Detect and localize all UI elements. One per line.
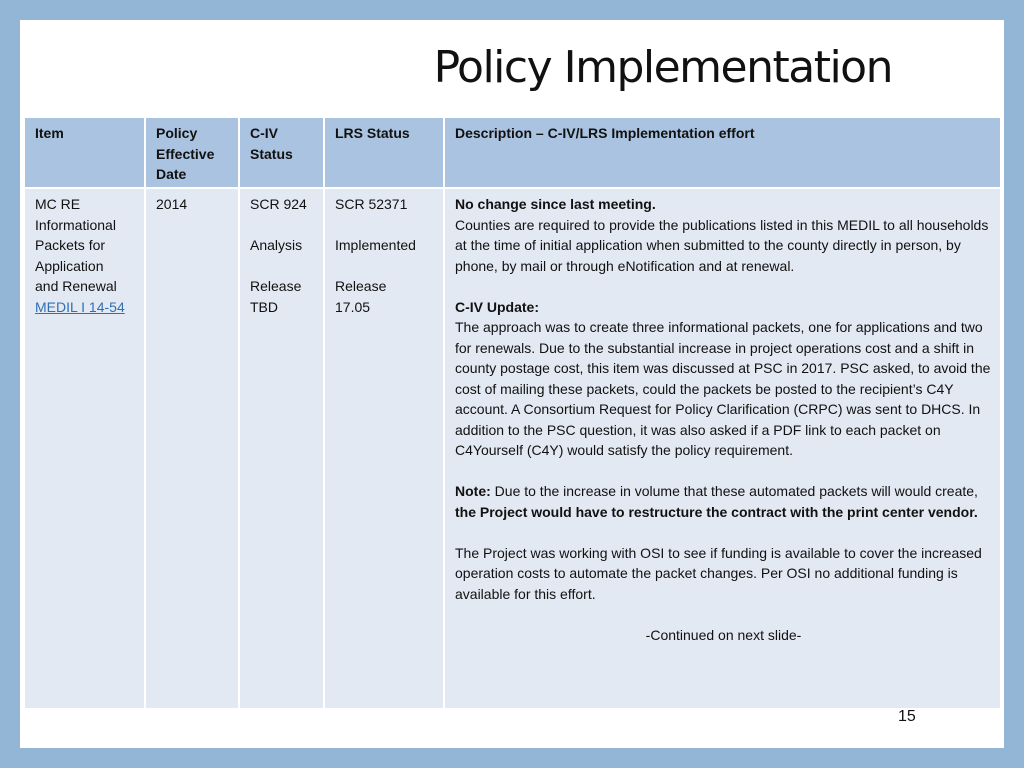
- item-line: and Renewal: [35, 278, 117, 294]
- c4-release: Release TBD: [250, 278, 302, 315]
- page-title: Policy Implementation: [433, 42, 892, 93]
- header-description: Description – C-IV/LRS Implementation effort: [445, 118, 1000, 187]
- cell-item: [25, 189, 144, 708]
- item-line: Packets for: [35, 237, 106, 253]
- policy-table: [25, 118, 1000, 708]
- lrs-scr: SCR 52371: [335, 196, 408, 212]
- desc-para-funding: The Project was working with OSI to see if funding is available to cover the increased operation costs to automate the packet changes. Per OSI no additional funding is available for this effort.: [455, 544, 982, 602]
- header-item: Item: [25, 118, 144, 187]
- note-label: Note:: [455, 483, 491, 499]
- page-number: 15: [898, 708, 916, 725]
- policy-date-value: 2014: [156, 196, 188, 212]
- c4-phase: Analysis: [250, 237, 303, 253]
- header-policy-effective-date: [146, 118, 238, 187]
- cell-description: [445, 189, 1000, 708]
- desc-heading-no-change: No change since last meeting.: [455, 196, 656, 212]
- lrs-phase: Implemented: [335, 237, 416, 253]
- medil-link[interactable]: MEDIL I 14-54: [35, 298, 125, 315]
- desc-para-requirement: Counties are required to provide the publications listed in this MEDIL to all households at the time of initial application when submitted to the county directly in person, by phone, by mail or through eNotification and at renewal.: [455, 216, 989, 274]
- c4-scr: SCR 924: [250, 196, 307, 212]
- desc-para-approach: The approach was to create three informational packets, one for applications and two for renewals. Due to the substantial increase in project operations cost and a shift in county postage cost, this item was discussed at PSC in 2017. PSC asked, to avoid the cost of mailing these packets, could the packets be posted to the recipient’s C4Y account. A Consortium Request for Policy Clarification (CRPC) was sent to DHCS. In addition to the PSC question, it was also asked if a PDF link to each packet on C4Yourself (C4Y) would satisfy the policy requirement.: [455, 319, 991, 458]
- desc-note: [455, 481, 992, 522]
- item-line: MC RE: [35, 196, 81, 212]
- slide: [20, 20, 1004, 748]
- lrs-release: Release 17.05: [335, 278, 387, 315]
- item-line: Informational: [35, 216, 116, 233]
- header-c4-status-text: C-IV Status: [250, 125, 293, 162]
- cell-policy-date: [146, 189, 238, 708]
- note-bold: the Project would have to restructure the contract with the print center vendor.: [455, 503, 978, 520]
- header-lrs-status: LRS Status: [325, 118, 443, 187]
- cell-lrs-status: [325, 189, 443, 708]
- note-text: Due to the increase in volume that these automated packets will would create,: [494, 483, 978, 499]
- cell-c4-status: [240, 189, 323, 708]
- item-line: Application: [35, 257, 104, 274]
- header-c4-status: [240, 118, 323, 187]
- header-policy-effective-date-text: Policy Effective Date: [156, 125, 215, 182]
- continued-note: -Continued on next slide-: [645, 626, 802, 643]
- desc-heading-c4-update: C-IV Update:: [455, 298, 539, 315]
